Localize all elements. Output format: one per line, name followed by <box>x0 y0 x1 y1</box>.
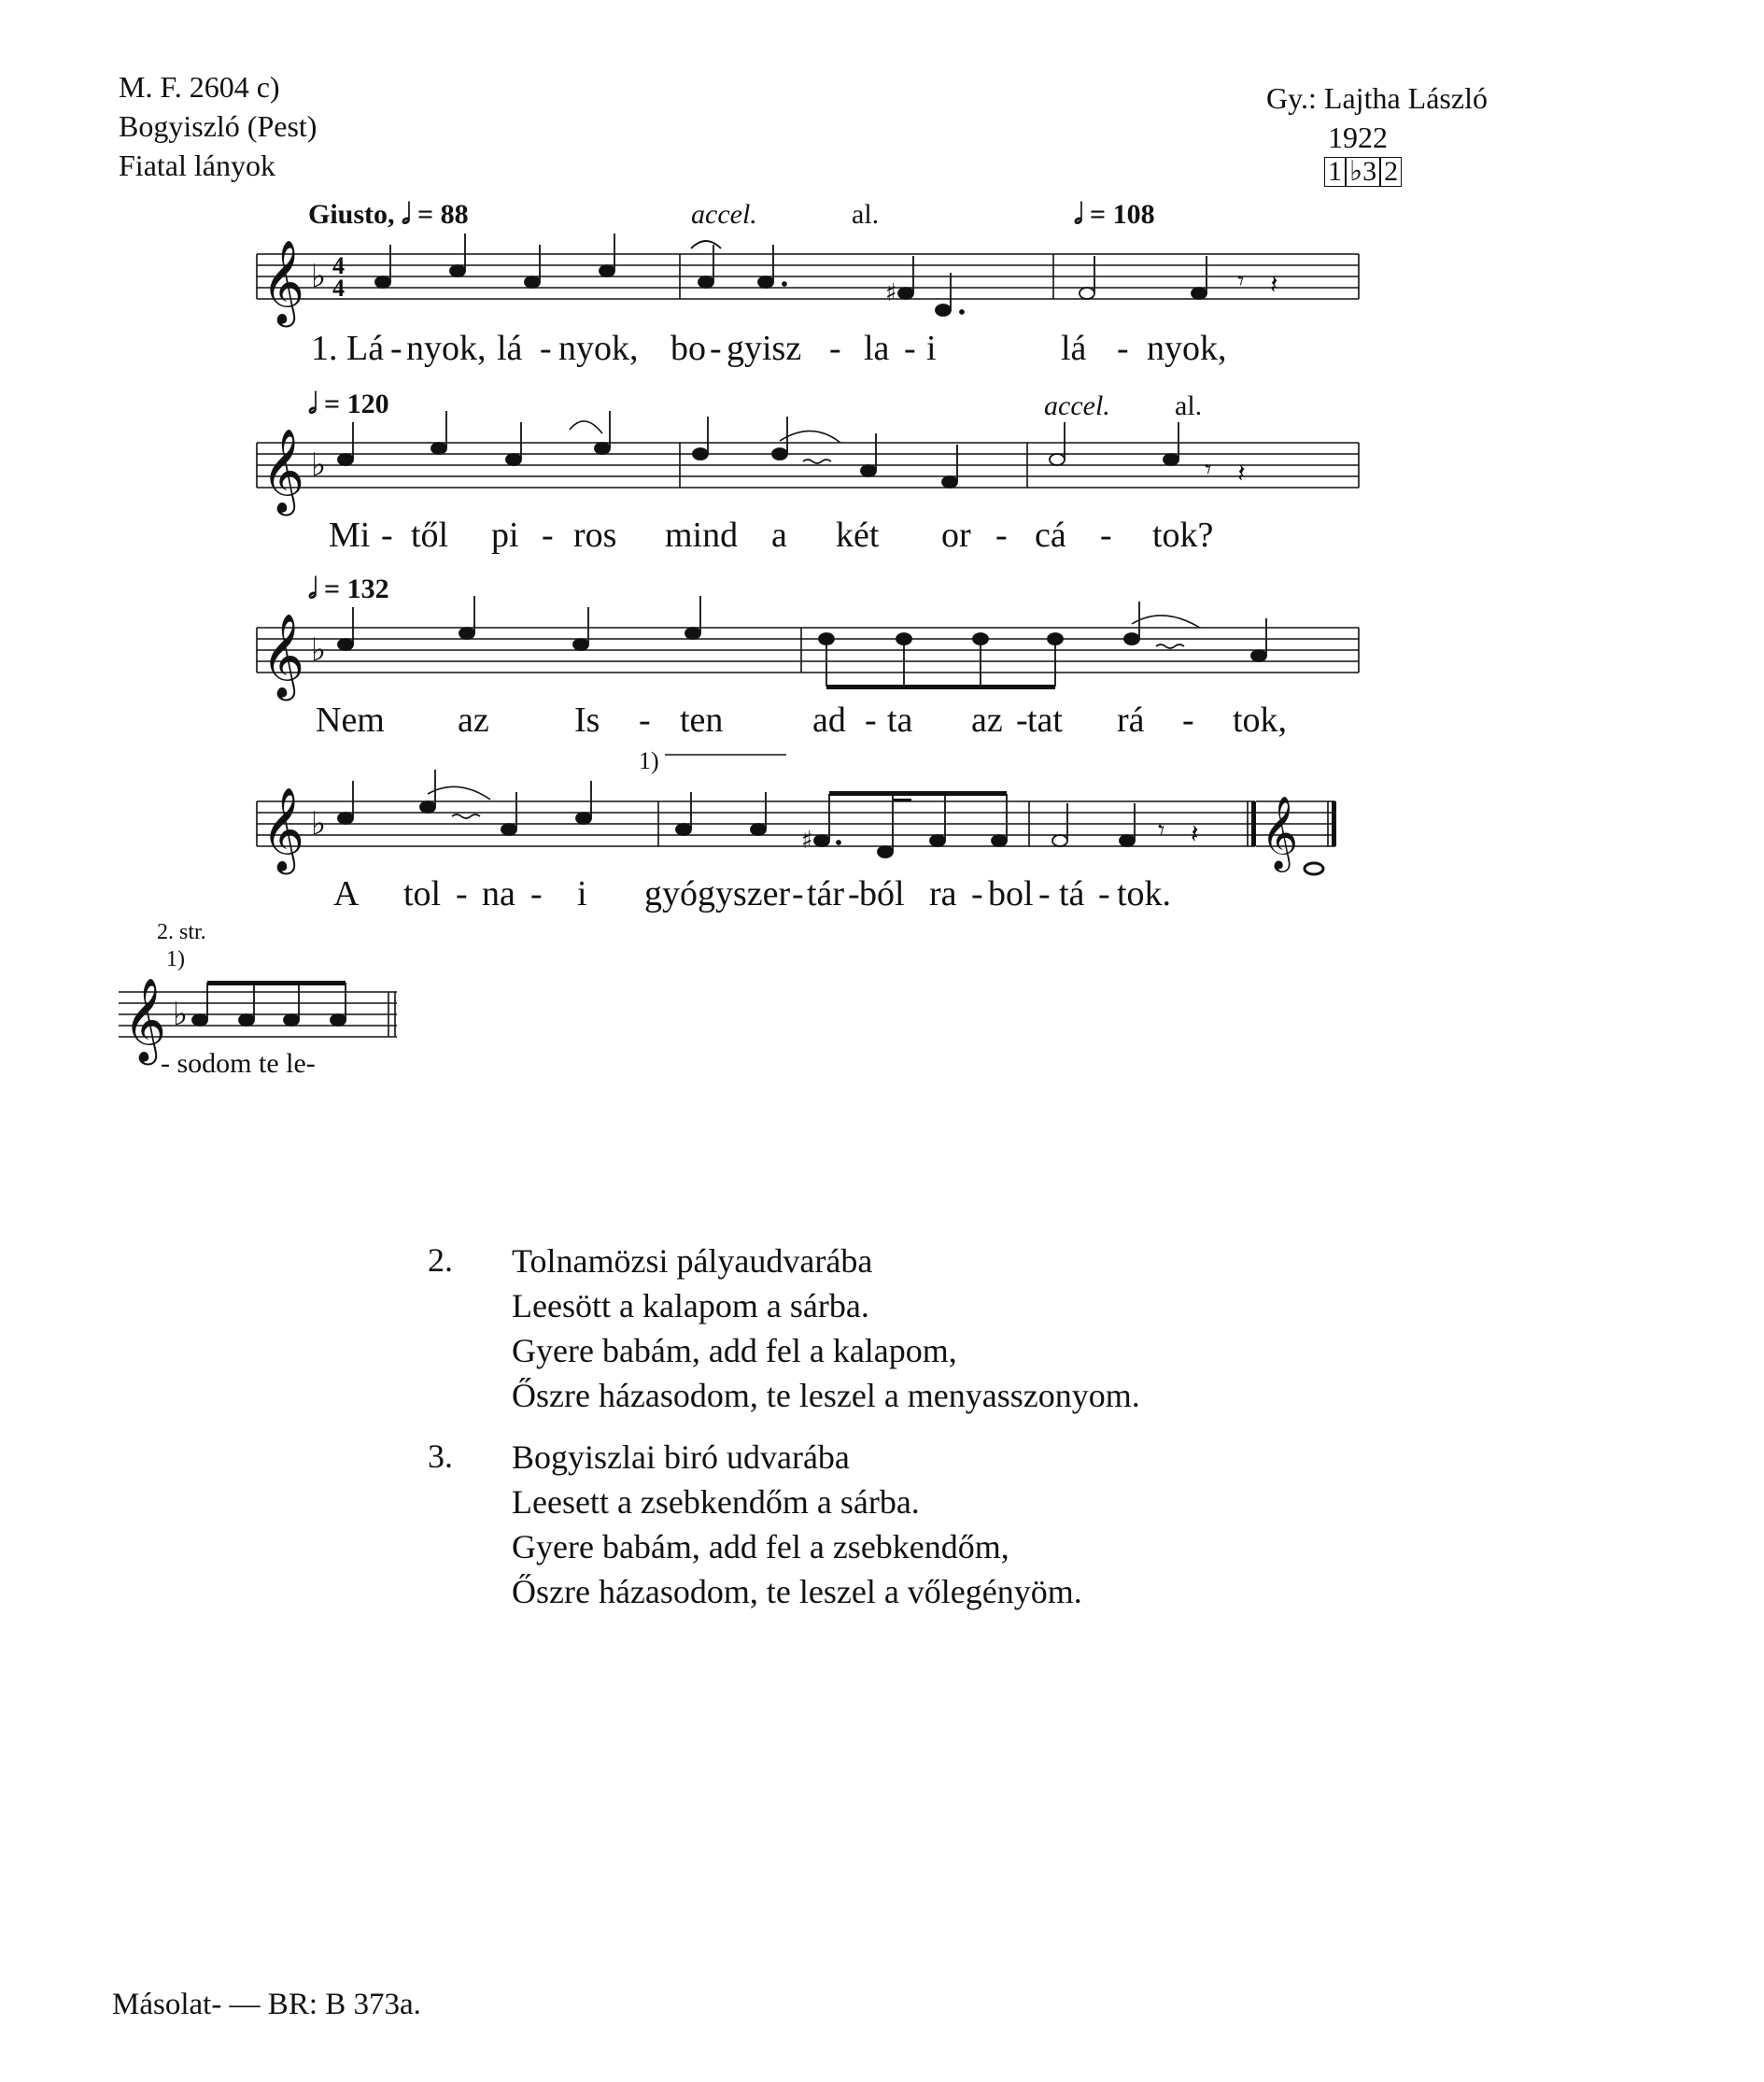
lyric-hyphen: - <box>865 701 877 740</box>
svg-text:𝄾: 𝄾 <box>1205 454 1212 485</box>
svg-text:♯: ♯ <box>801 827 813 855</box>
lyric-hyphen: - <box>995 516 1008 555</box>
collector: Gy.: Lajtha László <box>1266 81 1488 115</box>
svg-text:𝄾: 𝄾 <box>1237 265 1245 296</box>
lyric-syllable: ra <box>929 874 957 914</box>
lyric-syllable: rá <box>1117 701 1145 740</box>
lyric-syllable: A <box>333 874 360 914</box>
cadence-code-1: 1 <box>1324 157 1346 187</box>
lyric-syllable: gyisz <box>727 329 802 368</box>
svg-text:𝄞: 𝄞 <box>261 240 305 324</box>
svg-text:♭: ♭ <box>311 631 327 669</box>
lyric-syllable: tol <box>403 874 442 914</box>
lyric-hyphen: - <box>971 874 983 914</box>
lyric-hyphen: - <box>829 329 841 368</box>
svg-text:𝄞: 𝄞 <box>123 978 167 1062</box>
variant-label: 2. str. <box>157 920 206 944</box>
cadence-code-3: 2 <box>1380 157 1402 187</box>
lyric-syllable: Is <box>574 701 600 740</box>
lyric-syllable: la <box>864 329 890 368</box>
variant-footnote-mark: 1) <box>166 947 185 971</box>
lyric-syllable: tok? <box>1152 516 1214 555</box>
lyric-syllable: or <box>941 516 971 555</box>
stanza-line: Gyere babám, add fel a kalapom, <box>512 1332 957 1369</box>
lyric-syllable: ros <box>573 516 617 555</box>
svg-text:𝄾: 𝄾 <box>1158 814 1165 845</box>
svg-text:♭: ♭ <box>311 258 327 295</box>
lyric-hyphen: - <box>530 874 543 914</box>
accel-mark: accel. <box>691 199 757 230</box>
lyric-syllable: pi <box>491 516 519 555</box>
lyric-syllable: lá <box>497 329 523 368</box>
svg-text:𝄞: 𝄞 <box>261 429 305 513</box>
svg-text:𝄽: 𝄽 <box>1191 818 1199 849</box>
lyric-syllable: tat <box>1027 701 1063 740</box>
al-mark: al. <box>1175 390 1203 421</box>
lyric-hyphen: - <box>456 874 468 914</box>
lyric-hyphen: - <box>710 329 722 368</box>
lyric-syllable: tár <box>807 874 845 914</box>
lyric-syllable: nyok, <box>406 329 487 368</box>
lyric-syllable: ad <box>812 701 846 740</box>
svg-text:♭: ♭ <box>311 805 327 843</box>
lyric-syllable: cá <box>1035 516 1066 555</box>
lyric-hyphen: - <box>848 874 860 914</box>
svg-text:4: 4 <box>332 252 345 279</box>
stanza-line: Leesött a kalapom a sárba. <box>512 1287 869 1324</box>
lyric-syllable: na <box>482 874 515 914</box>
accel-mark: accel. <box>1044 390 1110 421</box>
svg-text:𝄞: 𝄞 <box>1261 796 1299 870</box>
source-reference: Másolat- — BR: B 373a. <box>112 1988 421 2021</box>
lyric-hyphen: - <box>381 516 393 555</box>
cadence-code <box>1324 157 1402 187</box>
lyric-syllable: Nem <box>316 701 385 740</box>
lyric-hyphen: - <box>1100 516 1112 555</box>
footnote-mark: 1) <box>639 747 659 774</box>
svg-text:𝄞: 𝄞 <box>261 787 305 871</box>
stanza-line: Leesett a zsebkendőm a sárba. <box>512 1483 920 1521</box>
svg-text:𝄽: 𝄽 <box>1270 269 1278 300</box>
place-name: Bogyiszló (Pest) <box>119 109 318 143</box>
svg-text:♯: ♯ <box>885 279 897 307</box>
lyric-hyphen: - <box>390 329 402 368</box>
lyric-syllable: tok. <box>1117 874 1172 914</box>
lyric-syllable: az <box>458 701 489 740</box>
lyric-hyphen: - <box>1038 874 1051 914</box>
stanza-number: 2. <box>428 1241 453 1279</box>
lyric-hyphen: - <box>1182 701 1194 740</box>
stanza-line: Tolnamözsi pályaudvarába <box>512 1242 873 1280</box>
lyric-hyphen: - <box>1098 874 1110 914</box>
tempo-mark: 𝅗𝅥 = 120 <box>308 389 389 419</box>
lyric-syllable: gyógyszer <box>644 874 791 914</box>
lyric-syllable: két <box>836 516 880 555</box>
performers: Fiatal lányok <box>119 149 275 182</box>
lyric-hyphen: - <box>639 701 651 740</box>
lyric-syllable: 1. Lá <box>311 329 385 368</box>
variant-lyrics: - sodom te le- <box>161 1048 316 1079</box>
lyric-syllable: tá <box>1059 874 1085 914</box>
year: 1922 <box>1328 120 1388 154</box>
lyric-syllable: a <box>771 516 787 555</box>
tempo-mark: 𝅗𝅥 = 132 <box>308 574 389 604</box>
lyric-syllable: i <box>926 329 937 368</box>
svg-text:𝄞: 𝄞 <box>261 614 305 698</box>
lyric-syllable: nyok, <box>1147 329 1227 368</box>
lyric-syllable: lá <box>1061 329 1087 368</box>
lyric-syllable: től <box>411 516 449 555</box>
lyric-hyphen: - <box>542 516 554 555</box>
lyric-hyphen: - <box>1016 701 1028 740</box>
tempo-mark: 𝅗𝅥 = 108 <box>1074 199 1155 230</box>
lyric-syllable: ta <box>887 701 913 740</box>
lyric-syllable: ból <box>859 874 905 914</box>
svg-text:♭: ♭ <box>311 446 327 484</box>
lyric-hyphen: - <box>540 329 552 368</box>
lyric-syllable: az <box>971 701 1003 740</box>
svg-text:4: 4 <box>332 275 345 302</box>
stanza-line: Gyere babám, add fel a zsebkendőm, <box>512 1528 1009 1565</box>
lyric-hyphen: - <box>904 329 916 368</box>
stanza-line: Bogyiszlai biró udvarába <box>512 1438 850 1476</box>
lyric-syllable: Mi <box>329 516 371 555</box>
svg-text:♭: ♭ <box>173 996 189 1033</box>
stanza-line: Őszre házasodom, te leszel a menyasszonyom. <box>512 1377 1140 1414</box>
catalog-number: M. F. 2604 c) <box>119 70 280 104</box>
lyric-syllable: bo <box>670 329 706 368</box>
tempo-mark: Giusto, 𝅗𝅥 = 88 <box>308 199 469 230</box>
lyric-syllable: tok, <box>1233 701 1288 740</box>
stanza-number: 3. <box>428 1438 453 1475</box>
al-mark: al. <box>852 199 880 230</box>
stanza-2 <box>512 1239 1140 1418</box>
lyric-hyphen: - <box>1117 329 1129 368</box>
lyric-hyphen: - <box>792 874 804 914</box>
svg-text:𝄽: 𝄽 <box>1237 458 1246 489</box>
lyric-syllable: nyok, <box>558 329 639 368</box>
cadence-code-2: ♭3 <box>1346 157 1380 187</box>
lyric-syllable: bol <box>988 874 1034 914</box>
stanza-line: Őszre házasodom, te leszel a vőlegényöm. <box>512 1573 1082 1610</box>
lyric-syllable: i <box>577 874 587 914</box>
lyric-syllable: mind <box>665 516 739 555</box>
lyric-syllable: ten <box>680 701 724 740</box>
stanza-3 <box>512 1435 1082 1614</box>
